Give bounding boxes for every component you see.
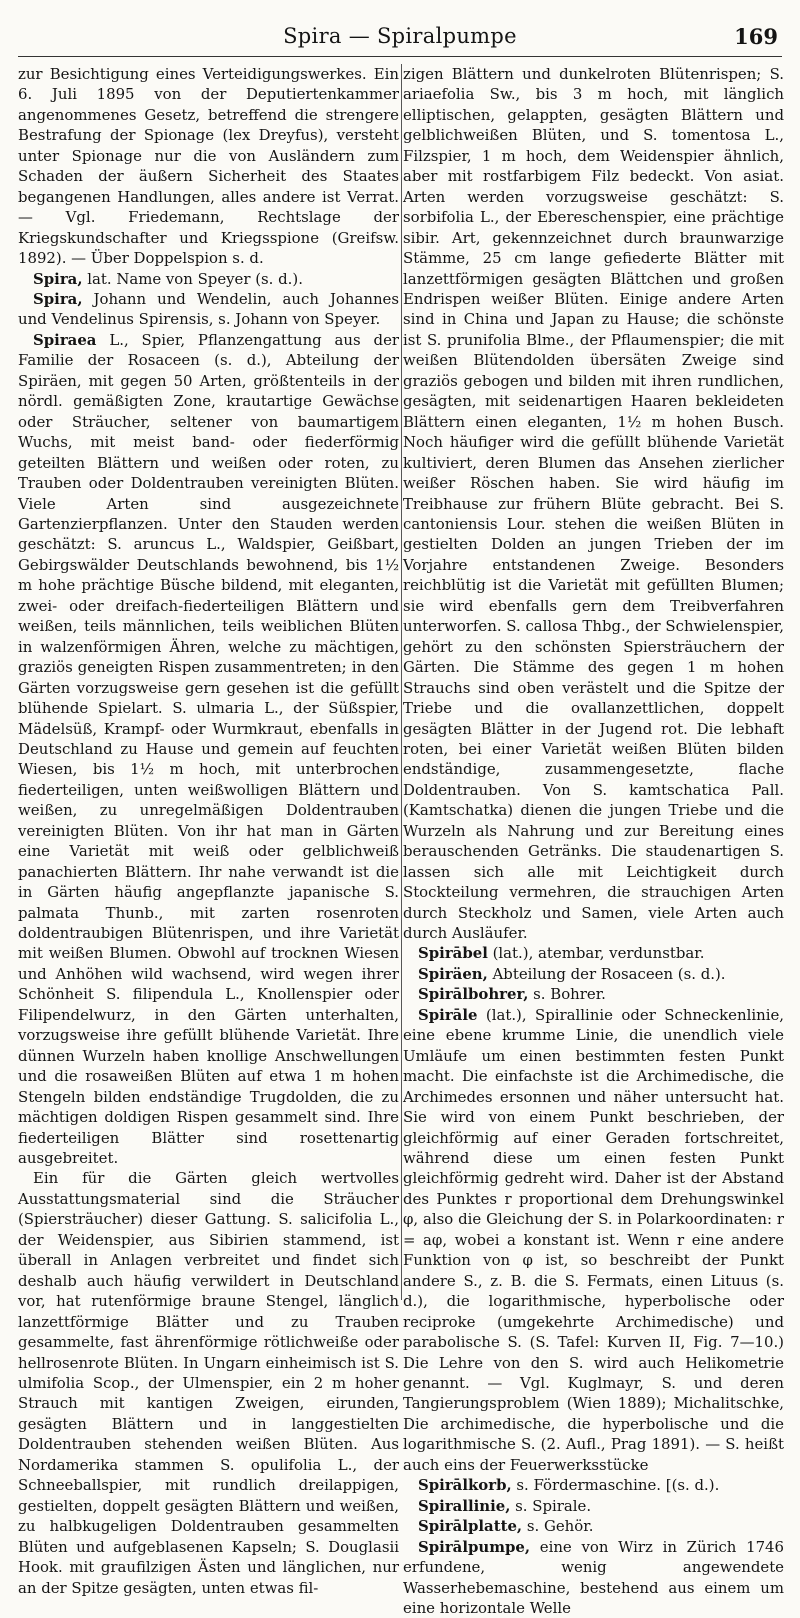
dictionary-entry <box>403 964 784 984</box>
entry-body: s. Spirale. <box>510 1496 592 1515</box>
dictionary-entry <box>403 1005 784 1475</box>
entry-headword: Spirālpumpe, <box>418 1537 531 1556</box>
text-paragraph <box>403 64 784 943</box>
dictionary-entry <box>403 943 784 963</box>
left-column <box>18 64 399 1597</box>
entry-body: Johann und Wendelin, auch Johannes und Vendelinus Spirensis, s. Johann von Speyer. <box>18 289 399 329</box>
entry-headword: Spirālkorb, <box>418 1476 512 1495</box>
entry-body: L., Spier, Pflanzengattung aus der Familie der Rosaceen (s. d.), Abteilung der Spiräen, mit gegen 50 Arten, größtenteils in der nördl. gemäßigten Zone, krautartige Gewächse oder Sträucher, seltener von baumartigem Wuchs, mit meist band- oder fiederförmig geteilten Blättern und weißen oder roten, zu Trauben oder Doldentrauben vereinigten Blüten. Viele Arten sind ausgezeichnete Gartenzierpflanzen. Unter den Stauden werden geschätzt: S. aruncus L., Waldspier, Geißbart, Gebirgswälder Deutschlands bewohnend, bis 1½ m hohe prächtige Büsche bildend, mit eleganten, zwei- oder dreifach-fiederteiligen Blättern und weißen, teils männlichen, teils weiblichen Blüten in walzenförmigen Ähren, welche zu mächtigen, graziös geneigten Rispen zusammentreten; in den Gärten vorzugsweise gern gesehen ist die gefüllt blühende Spielart. S. ulmaria L., der Süßspier, Mädelsüß, Krampf- oder Wurmkraut, ebenfalls in Deutschland zu Hause und gemein auf feuchten Wiesen, bis 1½ m hoch, mit unterbrochen fiederteiligen, unten weißwolligen Blättern und weißen, zu unregelmäßigen Doldentrauben vereinigten Blüten. Von ihr hat man in Gärten eine Varietät mit weiß oder gelblichweiß panachierten Blättern. Ihr nahe verwandt ist die in Gärten häufig angepflanzte japanische S. palmata Thunb., mit zarten rosenroten doldentraubigen Blütenrispen, und ihre Varietät mit weißen Blumen. Obwohl auf trocknen Wiesen und Anhöhen wild wachsend, wird wegen ihrer Schönheit S. filipendula L., Knollenspier oder Filipendelwurz, in den Gärten unterhalten, vorzugsweise ihre gefüllt blühende Varietät. Ihre dünnen Wurzeln haben knollige Anschwellungen und die rosaweißen Blüten auf etwa 1 m hohen Stengeln bilden endständige Trugdolden, die zu mächtigen doldigen Rispen gesammelt sind. Ihre fiederteiligen Blätter sind rosettenartig ausgebreitet. <box>18 330 399 1168</box>
entry-headword: Spiräen, <box>418 964 488 983</box>
entry-body: (lat.), atembar, verdunstbar. <box>487 944 705 963</box>
entry-body: Abteilung der Rosaceen (s. d.). <box>487 964 726 983</box>
dictionary-entry <box>403 1516 784 1536</box>
entry-body: (lat.), Spirallinie oder Schneckenlinie, eine ebene krumme Linie, die unendlich viele Umläufe um einen bestimmten festen Punkt macht. Die einfachste ist die Archimedische, die Archimedes ersonnen und näher untersucht hat. Sie wird von einem Punkt beschrieben, der gleichförmig auf einer Geraden fortschreitet, während diese um einen festen Punkt gleichförmig gedreht wird. Daher ist der Abstand des Punktes r proportional dem Drehungswinkel φ, also die Gleichung der S. in Polarkoordinaten: r = aφ, wobei a konstant ist. Wenn r eine andere Funktion von φ ist, so beschreibt der Punkt andere S., z. B. die S. Fermats, einen Lituus (s. d.), die logarithmische, hyperbolische oder reciproke (umgekehrte Archimedische) und parabolische S. (S. Tafel: Kurven II, Fig. 7—10.) Die Lehre von den S. wird auch Helikometrie genannt. — Vgl. Kuglmayr, S. und deren Tangierungsproblem (Wien 1889); Michalitschke, Die archimedische, die hyperbolische und die logarithmische S. (2. Aufl., Prag 1891). — S. heißt auch eins der Feuerwerksstücke <box>403 1005 784 1474</box>
entry-headword: Spira, <box>33 289 83 308</box>
entry-headword: Spirāle <box>418 1005 478 1024</box>
entry-body: zigen Blättern und dunkelroten Blütenrispen; S. ariaefolia Sw., bis 3 m hoch, mit länglich elliptischen, gelappten, gesägten Blättern und gelblichweißen Blüten, und S. tomentosa L., Filzspier, 1 m hoch, dem Weidenspier ähnlich, aber mit rostfarbigem Filz bedeckt. Von asiat. Arten werden vorzugsweise geschätzt: S. sorbifolia L., der Ebereschenspier, eine prächtige sibir. Art, gekennzeichnet durch braunwarzige Stämme, 25 cm lange gefiederte Blätter mit lanzettförmigen gesägten Blättchen und großen Endrispen weißer Blüten. Einige andere Arten sind in China und Japan zu Hause; die schönste ist S. prunifolia Blme., der Pflaumenspier; die mit weißen Blütendolden übersäten Zweige sind graziös gebogen und bilden mit ihren rundlichen, gesägten, mit seidenartigen Haaren bekleideten Blättern einen eleganten, 1½ m hohen Busch. Noch häufiger wird die gefüllt blühende Varietät kultiviert, deren Blumen das Ansehen zierlicher weißer Röschen haben. Sie wird häufig im Treibhause zur frühern Blüte gebracht. Bei S. cantoniensis Lour. stehen die weißen Blüten in gestielten Dolden an jungen Trieben der im Vorjahre entstandenen Zweige. Besonders reichblütig ist die Varietät mit gefüllten Blumen; sie wird ebenfalls gern dem Treibverfahren unterworfen. S. callosa Thbg., der Schwielenspier, gehört zu den schönsten Spiersträuchern der Gärten. Die Stämme des gegen 1 m hohen Strauchs sind oben verästelt und die Spitze der Triebe und die ovallanzettlichen, doppelt gesägten Blätter in der Jugend rot. Die lebhaft roten, bei einer Varietät weißen Blüten bilden endständige, zusammengesetzte, flache Doldentrauben. Von S. kamtschatica Pall. (Kamtschatka) dienen die jungen Triebe und die Wurzeln als Nahrung und zur Bereitung eines berauschenden Getränks. Die staudenartigen S. lassen sich alle mit Leichtigkeit durch Stockteilung vermehren, die strauchigen Arten durch Steckholz und Samen, viele Arten auch durch Ausläufer. <box>403 65 784 943</box>
column-divider <box>401 64 402 1300</box>
dictionary-entry <box>403 1496 784 1516</box>
entry-headword: Spirālplatte, <box>418 1517 523 1536</box>
entry-body: s. Gehör. <box>522 1517 594 1536</box>
right-column <box>403 64 784 1617</box>
header-rule <box>18 56 782 57</box>
entry-body: eine von Wirz in Zürich 1746 erfundene, wenig angewendete Wasserhebemaschine, bestehend aus einem um eine horizontale Welle <box>403 1537 784 1617</box>
entry-headword: Spira, <box>33 269 83 288</box>
text-paragraph <box>18 1168 399 1598</box>
page-header <box>18 24 782 54</box>
dictionary-entry <box>18 289 399 330</box>
dictionary-entry <box>403 984 784 1004</box>
dictionary-entry <box>18 330 399 1169</box>
entry-headword: Spiraea <box>33 330 97 349</box>
entry-headword: Spirābel <box>418 944 488 963</box>
dictionary-entry <box>403 1475 784 1495</box>
entry-headword: Spirālbohrer, <box>418 985 529 1004</box>
entry-body: Ein für die Gärten gleich wertvolles Ausstattungsmaterial sind die Sträucher (Spiersträucher) dieser Gattung. S. salicifolia L., der Weidenspier, aus Sibirien stammend, ist überall in Anlagen verbreitet und findet sich deshalb auch häufig verwildert in Deutschland vor, hat rutenförmige braune Stengel, länglich lanzettförmige Blätter und zu Trauben gesammelte, fast ährenförmige rötlichweiße oder hellrosenrote Blüten. In Ungarn einheimisch ist S. ulmifolia Scop., der Ulmenspier, ein 2 m hoher Strauch mit kantigen Zweigen, eirunden, gesägten Blättern und in langgestielten Doldentrauben stehenden weißen Blüten. Aus Nordamerika stammen S. opulifolia L., der Schneeballspier, mit rundlich dreilappigen, gestielten, doppelt gesägten Blättern und weißen, zu halbkugeligen Doldentrauben gesammelten Blüten und aufgeblasenen Kapseln; S. Douglasii Hook. mit graufilzigen Ästen und länglichen, nur an der Spitze gesägten, unten etwas fil- <box>18 1169 399 1597</box>
text-paragraph <box>18 64 399 269</box>
entry-body: lat. Name von Speyer (s. d.). <box>82 269 303 288</box>
page-number: 169 <box>734 24 778 49</box>
entry-headword: Spirallinie, <box>418 1496 511 1515</box>
running-head: Spira — Spiralpumpe <box>283 24 517 48</box>
entry-body: zur Besichtigung eines Verteidigungswerkes. Ein 6. Juli 1895 von der Deputiertenkammer angenommenes Gesetz, betreffend die strengere Bestrafung der Spionage (lex Dreyfus), versteht unter Spionage nur die von Ausländern zum Schaden der äußern Sicherheit des Staates begangenen Handlungen, alles andere ist Verrat. — Vgl. Friedemann, Rechtslage der Kriegskundschafter und Kriegsspione (Greifsw. 1892). — Über Doppelspion s. d. <box>18 65 399 268</box>
entry-body: s. Bohrer. <box>528 985 606 1004</box>
dictionary-entry <box>18 269 399 289</box>
entry-body: s. Fördermaschine. [(s. d.). <box>511 1476 720 1495</box>
dictionary-entry <box>403 1537 784 1618</box>
